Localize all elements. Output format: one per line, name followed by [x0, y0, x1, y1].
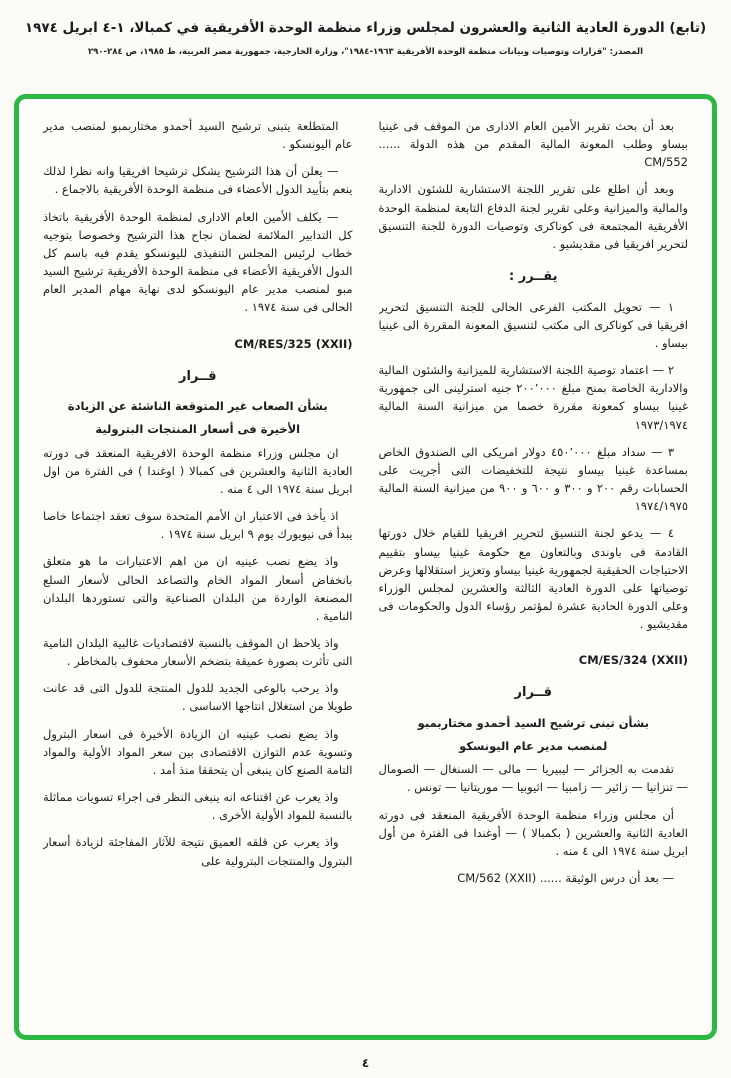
paragraph: المتطلعة يتبنى ترشيح السيد أحمدو مختاربمبو لمنصب مدير عام اليونسكو .: [43, 119, 353, 152]
paragraph: أن مجلس وزراء منظمة الوحدة الأفريقية المنعقد فى دورته العادية الثانية والعشرين ( بكمبالا ) — أوغندا فى الفترة من أول ابريل سنة ١٩٧٤ الى ٤ منه .: [378, 807, 688, 858]
paragraph: — بعد أن درس الوثيقة ...... CM/562 (XXII): [457, 871, 674, 886]
document-reference: CM/RES/325 (XXII): [234, 336, 353, 351]
paragraph: واذ يعرب عن اقتناعه انه ينبغى النظر فى اجراء تسويات مماثلة بالنسبة للمواد الأولية الأخرى .: [43, 790, 353, 823]
paragraph: اذ يأخذ فى الاعتبار ان الأمم المتحدة سوف تعقد اجتماعا خاصا يبدأ فى نيويورك يوم ٩ ابريل سنة ١٩٧٤ .: [43, 509, 353, 542]
paragraph: تقدمت به الجزائر — ليبيريا — مالى — السنغال — الصومال — تنزانيا — زائير — زامبيا — اثيوبيا — موريتانيا — تونس .: [378, 762, 688, 795]
decree-heading: قــرار: [514, 685, 552, 701]
left-column: [43, 117, 353, 1021]
right-column: [379, 117, 689, 1021]
resolution-subject: بشأن الصعاب غير المتوقعة الناشئة عن الزيادة: [67, 399, 328, 414]
resolution-subject: الأخيرة فى أسعار المنتجات البترولية: [95, 422, 301, 437]
paragraph: واذ يضع نصب عينيه ان من اهم الاعتبارات ما هو متعلق بانخفاض أسعار المواد الخام والتصاعد الحالى لأسعار السلع المصنعة الواردة من البلدان الصناعية والتى تستوردها البلدان النامية .: [43, 554, 353, 623]
paragraph: ان مجلس وزراء منظمة الوحدة الافريقية المنعقد فى دورته العادية الثانية والعشرين فى كمبالا ( اوغندا ) فى الفترة من اول ابريل سنة ١٩٧٤ الى ٤ منه .: [43, 445, 353, 496]
paragraph: واذ يرحب بالوعى الجديد للدول المنتجة للدول التى قد عانت طويلا من استغلال انتاجها الاساسى .: [43, 681, 353, 714]
resolution-subject: لمنصب مدير عام اليونسكو: [459, 739, 608, 754]
source-citation: المصدر: "قرارات وتوصيات وبيانات منظمة الوحدة الأفريقية ١٩٦٣-١٩٨٤"، وزارة الخارجية، جمهورية مصر العربية، ط ١٩٨٥، ص ٢٨٤-٢٩٠: [87, 47, 644, 57]
document-reference: CM/ES/324 (XXII): [578, 653, 688, 668]
paragraph: بعد أن بحث تقرير الأمين العام الادارى من الموقف فى غينيا بيساو وطلب المعونة المالية المقدم من هذه الدولة ...... CM/552: [378, 119, 688, 170]
paragraph: — يكلف الأمين العام الادارى لمنظمة الوحدة الأفريقية باتخاذ كل التدابير الملائمة لضمان نجاح هذا الترشيح وخصوصا بتوجيه خطاب لرئيس المجلس التنفيذى لليونسكو يقدم فيه باسم كل الدول الأفريقية الأعضاء فى منظمة الوحدة الأفريقية ترشيح السيد مبو لمنصب مدير عام اليونسكو لدى نهاية مهام المدير العام الحالى فى سنة ١٩٧٤ .: [43, 209, 353, 315]
paragraph: — يعلن أن هذا الترشيح يشكل ترشيحا افريقيا وانه نظرا لذلك ينعم بتأييد الدول الأعضاء فى منظمة الوحدة الأفريقية بالاجماع .: [43, 164, 353, 197]
content-frame: [14, 94, 717, 1040]
paragraph: واذ يلاحظ ان الموقف بالنسبة لاقتصاديات غالبية البلدان النامية التى تأثرت بصورة عميقة بتضخم الأسعار محفوف بالمخاطر .: [43, 635, 353, 669]
page-number: ٤: [361, 1056, 370, 1070]
paragraph: واذ يضع نصب عينيه ان الزيادة الأخيرة فى اسعار البترول وتسوية عدم التوازن الاقتصادى بين سعر المواد الأولية والمواد التامة الصنع كان ينبغى أن يتحققا منذ أمد .: [43, 726, 353, 777]
paragraph: ١ — تحويل المكتب الفرعى الحالى للجنة التنسيق لتحرير افريقيا فى كوناكرى الى مكتب لتنسيق المعونة المقررة الى غينيا بيساو .: [378, 299, 688, 350]
paragraph: ٤ — يدعو لجنة التنسيق لتحرير افريقيا للقيام خلال دورتها القادمة فى باوندى وبالتعاون مع حكومة غينيا بيساو بتقييم الاحتياجات الحقيقية لجمهورية غينيا بيساو وتعزيز استقلالها وعرض توصياتها على الدورة العادية الثالثة والعشرين لمجلس الوزراء وعلى الدورة الحادية عشرة لمؤتمر رؤساء الدول والحكومات فى مقديشيو .: [378, 526, 688, 632]
document-header: [0, 0, 731, 57]
paragraph: واذ يعرب عن قلقه العميق نتيجة للآثار المفاجئة لزيادة أسعار البترول والمنتجات البترولية على: [43, 835, 353, 868]
resolution-subject: بشأن تبنى ترشيح السيد أحمدو مختاربمبو: [417, 715, 649, 730]
session-title: (تابع) الدورة العادية الثانية والعشرون لمجلس وزراء منظمة الوحدة الأفريقية في كمبالا، ١-٤ ابريل ١٩٧٤: [24, 20, 707, 36]
text-columns: [43, 117, 688, 1021]
paragraph: ٣ — سداد مبلغ ٤٥٠٬٠٠٠ دولار امريكى الى الصندوق الخاص بمساعدة غينيا بيساو نتيجة للتخفيضات التى أجريت على الحسابات رقم ٢٠٠ و ٣٠٠ و ٦٠٠ و ٩٠٠ من ميزانية السنة المالية ١٩٧٤/١٩٧٥: [378, 444, 688, 514]
decree-heading: قــرار: [179, 368, 217, 384]
page-footer: [0, 1056, 731, 1070]
paragraph: وبعد أن اطلع على تقرير اللجنة الاستشارية للشئون الادارية والمالية والميزانية وعلى تقرير لجنة الدفاع التابعة لمنظمة الوحدة الأفريقية المجتمعة فى كوناكرى وتوصيات الدورة للجنة التنسيق لتحرير افريقيا فى مقديشيو .: [378, 182, 688, 251]
decree-heading: يقــرر :: [509, 269, 558, 285]
paragraph: ٢ — اعتماد توصية اللجنة الاستشارية للميزانية والشئون المالية والادارية الخاصة بمنح مبلغ ٢٠٠٬٠٠٠ جنيه استرلينى الى جمهورية غينيا بيساو كمعونة مقررة خصما من ميزانية السنة المالية ١٩٧٣/١٩٧٤: [378, 363, 688, 432]
